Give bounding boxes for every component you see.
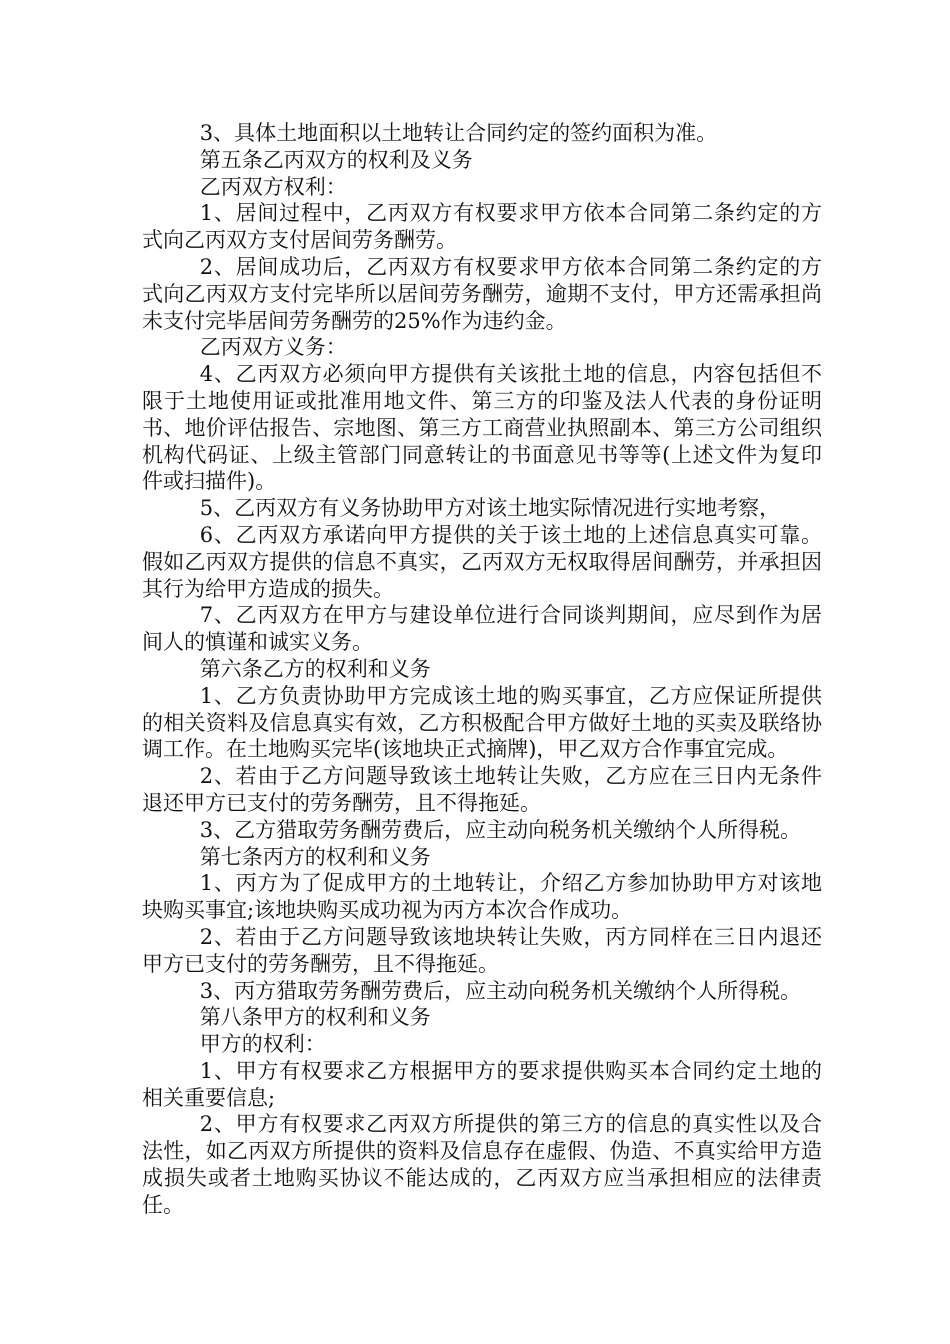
section-heading: 第五条乙丙双方的权利及义务 — [199, 147, 473, 172]
subheading: 乙丙双方权利： — [199, 174, 347, 199]
section-heading: 第七条丙方的权利和义务 — [199, 844, 431, 869]
paragraph: 4、乙丙双方必须向甲方提供有关该批土地的信息，内容包括但不限于土地使用证或批准用地文件、第三方的印鉴及法人代表的身份证明书、地价评估报告、宗地图、第三方工商营业执照副本、第三方公司组织机构代码证、上级主管部门同意转让的书面意见书等等(上述文件为复印件或扫描件)。 — [142, 362, 822, 494]
paragraph: 3、乙方猎取劳务酬劳费后，应主动向税务机关缴纳个人所得税。 — [199, 817, 802, 842]
paragraph: 2、居间成功后，乙丙双方有权要求甲方依本合同第二条约定的方式向乙丙双方支付完毕所以居间劳务酬劳，逾期不支付，甲方还需承担尚未支付完毕居间劳务酬劳的25%作为违约金。 — [142, 254, 822, 333]
paragraph: 1、居间过程中，乙丙双方有权要求甲方依本合同第二条约定的方式向乙丙双方支付居间劳务酬劳。 — [142, 201, 822, 253]
subheading: 乙丙双方义务： — [199, 335, 347, 360]
paragraph: 1、丙方为了促成甲方的土地转让，介绍乙方参加协助甲方对该地块购买事宜;该地块购买成功视为丙方本次合作成功。 — [142, 871, 822, 923]
paragraph: 3、具体土地面积以土地转让合同约定的签约面积为准。 — [199, 121, 718, 145]
document-body — [142, 120, 822, 1219]
paragraph: 2、若由于乙方问题导致该地块转让失败，丙方同样在三日内退还甲方已支付的劳务酬劳，且不得拖延。 — [142, 924, 822, 976]
subheading: 甲方的权利： — [199, 1032, 326, 1057]
paragraph: 1、甲方有权要求乙方根据甲方的要求提供购买本合同约定土地的相关重要信息; — [142, 1058, 822, 1110]
paragraph: 2、甲方有权要求乙丙双方所提供的第三方的信息的真实性以及合法性，如乙丙双方所提供的资料及信息存在虚假、伪造、不真实给甲方造成损失或者土地购买协议不能达成的，乙丙双方应当承担相应的法律责任。 — [142, 1112, 822, 1217]
section-heading: 第六条乙方的权利和义务 — [199, 656, 431, 681]
paragraph: 2、若由于乙方问题导致该土地转让失败，乙方应在三日内无条件退还甲方已支付的劳务酬劳，且不得拖延。 — [142, 764, 822, 815]
paragraph: 3、丙方猎取劳务酬劳费后，应主动向税务机关缴纳个人所得税。 — [199, 978, 802, 1003]
section-heading: 第八条甲方的权利和义务 — [199, 1005, 431, 1030]
paragraph: 7、乙丙双方在甲方与建设单位进行合同谈判期间，应尽到作为居间人的慎谨和诚实义务。 — [142, 603, 822, 655]
paragraph: 5、乙丙双方有义务协助甲方对该土地实际情况进行实地考察， — [199, 496, 781, 521]
paragraph: 1、乙方负责协助甲方完成该土地的购买事宜，乙方应保证所提供的相关资料及信息真实有效，乙方积极配合甲方做好土地的买卖及联络协调工作。在土地购买完毕(该地块正式摘牌)，甲乙双方合作事宜完成。 — [142, 683, 822, 762]
paragraph: 6、乙丙双方承诺向甲方提供的关于该土地的上述信息真实可靠。假如乙丙双方提供的信息不真实，乙丙双方无权取得居间酬劳，并承担因其行为给甲方造成的损失。 — [142, 522, 822, 601]
